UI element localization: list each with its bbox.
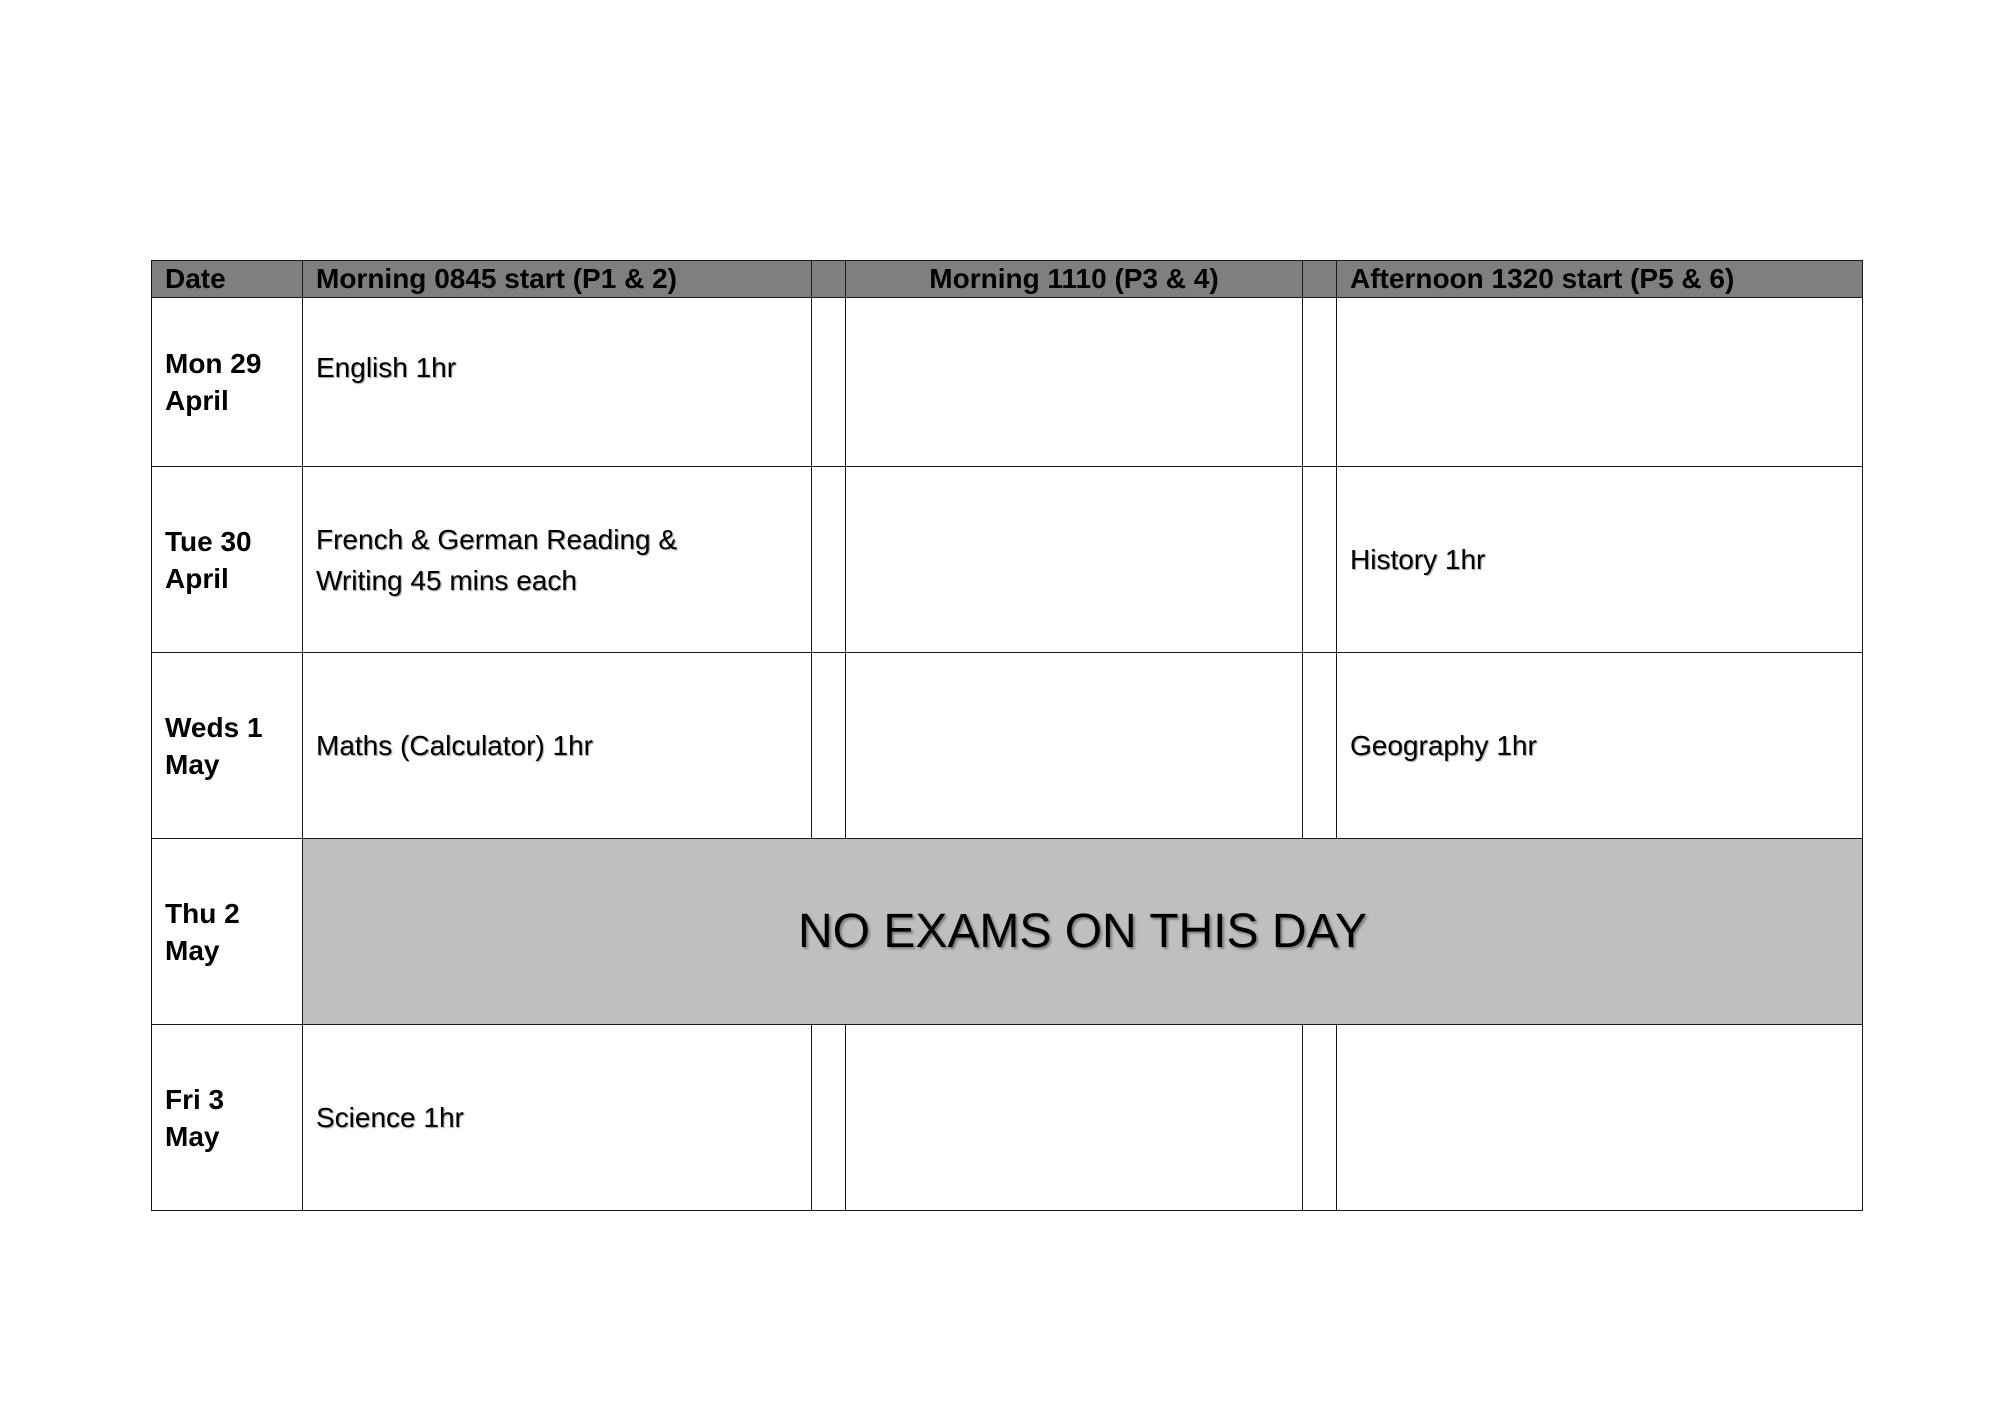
exam-afternoon (1337, 298, 1863, 467)
no-exams-notice: NO EXAMS ON THIS DAY (303, 839, 1863, 1025)
timetable-row (152, 298, 1863, 467)
spacer-cell (812, 467, 846, 653)
exam-morning-2 (846, 653, 1303, 839)
timetable-row (152, 839, 1863, 1025)
header-morning-2: Morning 1110 (P3 & 4) (846, 261, 1303, 298)
exam-line-2: Writing 45 mins each (316, 564, 577, 596)
date-day: Mon 29 (165, 348, 262, 379)
spacer-cell (1303, 467, 1337, 653)
date-day: Weds 1 (165, 711, 263, 743)
spacer-cell (1303, 1025, 1337, 1211)
header-morning-1: Morning 0845 start (P1 & 2) (303, 261, 812, 298)
spacer-cell (812, 298, 846, 467)
date-month: May (165, 748, 220, 780)
exam-morning-1: Maths (Calculator) 1hr (303, 653, 812, 839)
date-cell (152, 467, 303, 653)
exam-line-1: French & German Reading & (316, 523, 678, 555)
spacer-cell (812, 1025, 846, 1211)
exam-morning-1 (303, 467, 812, 653)
date-day: Fri 3 (165, 1083, 225, 1115)
spacer-cell (1303, 298, 1337, 467)
timetable-row (152, 467, 1863, 653)
date-month: April (165, 385, 229, 416)
header-afternoon: Afternoon 1320 start (P5 & 6) (1337, 261, 1863, 298)
spacer-cell (1303, 653, 1337, 839)
date-cell (152, 653, 303, 839)
exam-morning-2 (846, 467, 1303, 653)
exam-morning-2 (846, 298, 1303, 467)
date-month: April (165, 562, 229, 594)
date-month: May (165, 934, 220, 966)
exam-afternoon: History 1hr (1337, 467, 1863, 653)
exam-morning-2 (846, 1025, 1303, 1211)
timetable-row (152, 653, 1863, 839)
exam-afternoon: Geography 1hr (1337, 653, 1863, 839)
header-row (152, 261, 1863, 298)
timetable-row (152, 1025, 1863, 1211)
spacer-cell (812, 653, 846, 839)
header-spacer-1 (812, 261, 846, 298)
exam-morning-1: English 1hr (303, 298, 812, 467)
header-date: Date (152, 261, 303, 298)
exam-morning-1: Science 1hr (303, 1025, 812, 1211)
exam-timetable (151, 260, 1863, 1211)
date-month: May (165, 1120, 220, 1152)
exam-afternoon (1337, 1025, 1863, 1211)
date-day: Thu 2 (165, 897, 240, 929)
header-spacer-2 (1303, 261, 1337, 298)
date-cell (152, 839, 303, 1025)
date-cell (152, 298, 303, 467)
date-day: Tue 30 (165, 525, 252, 557)
date-cell (152, 1025, 303, 1211)
